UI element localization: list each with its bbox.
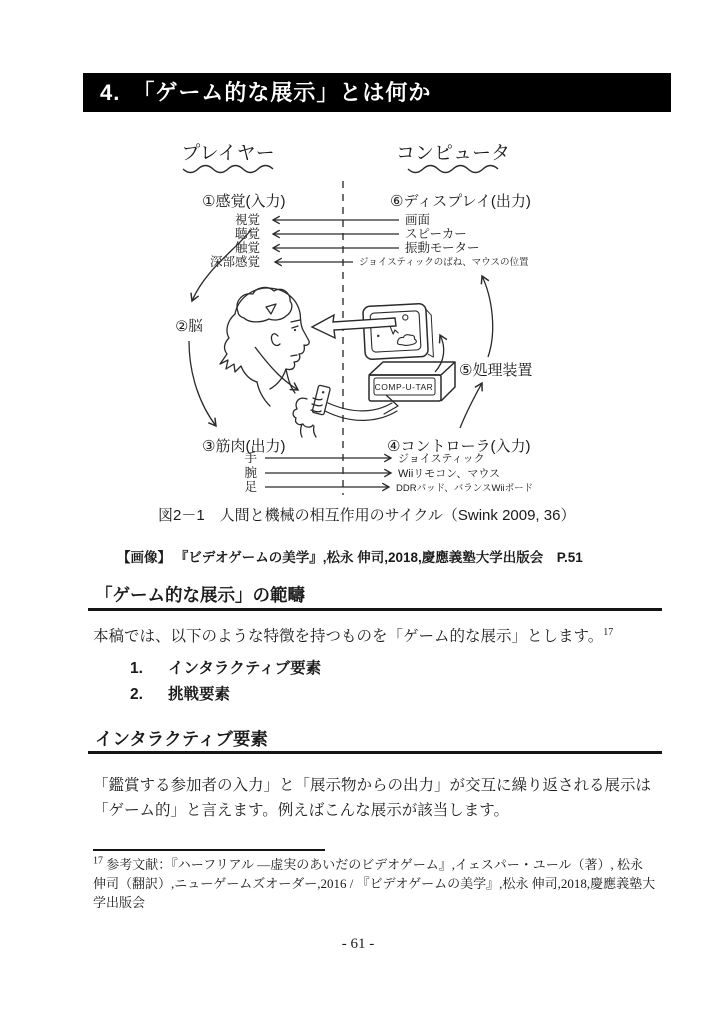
output-label: 振動モーター [405,241,480,255]
brain-drawing [237,287,292,321]
wavy-underline [408,166,498,173]
footnote-number: 17 [93,855,103,867]
wavy-underline [183,166,273,173]
sense-label: 深部感覚 [209,255,260,269]
sense-rows [210,213,529,269]
footnote-line: $^{17}$ 参考文献：『ハーフリアル ―虚実のあいだのビデオゲーム』,イェスパー・ユール（著）, 松永 [93,855,643,872]
processor-label: ⑤処理装置 [459,362,533,379]
list-item-number: 2. [130,686,143,703]
figure-caption: 図2－1 人間と機械の相互作用のサイクル（Swink 2009, 36） [158,507,576,524]
computer-column-label: コンピュータ [395,143,511,164]
muscle-label: 腕 [244,466,257,480]
monitor-drawing [363,303,434,360]
body-paragraph-line: 「鑑賞する参加者の入力」と「展示物からの出力」が交互に繰り返される展示は [93,777,652,794]
processor-to-display-arrow [482,276,493,357]
computer-box-drawing [369,362,455,401]
sense-label: 触覚 [234,241,260,255]
output-label: スピーカー [405,227,467,241]
heading-rule [88,608,662,611]
footnote-ref-marker: 17 [603,626,614,638]
figure-credit: 【画像】 『ビデオゲームの美学』,松永 伸司,2018,慶應義塾大学出版会 P.51 [117,550,583,565]
footnote-line: 伸司（翻訳）,ニューゲームズオーダー,2016 / 『ビデオゲームの美学』,松永 伸司,2018,慶應義塾大 [93,876,656,891]
hand-to-controller-arrow [325,395,398,420]
sense-label: 視覚 [234,213,260,227]
section-heading-scope: 「ゲーム的な展示」の範疇 [95,585,305,605]
input-label: Wiiリモコン、マウス [398,468,501,480]
intro-paragraph [93,624,613,646]
controller-title: ④コントローラ(入力) [387,438,531,455]
player-column-label: プレイヤー [181,143,275,164]
input-label: DDRパッド、バランスWiiボード [396,483,534,494]
output-label: ジョイスティックのばね、マウスの位置 [359,257,529,268]
footnote-line: 学出版会 [93,895,146,910]
list-item-label: インタラクティブ要素 [168,660,322,677]
footnote [93,855,671,912]
sense-label: 聴覚 [234,227,260,241]
muscle-label: 足 [244,480,257,494]
heading-rule [88,751,662,754]
muscle-rows [244,451,533,494]
list-item [130,682,230,704]
display-title: ⑥ディスプレイ(出力) [390,193,531,210]
muscle-label: 手 [244,451,257,465]
list-item-label: 挑戦要素 [168,686,231,703]
controller-to-processor-arrow [460,383,482,428]
page-number: - 61 - [341,936,375,952]
cycle-arc [189,341,216,426]
device-label: COMP-U-TAR [374,382,434,392]
list-item-number: 1. [130,660,143,677]
intro-text: 本稿では、以下のような特徴を持つものを「ゲーム的な展示」とします。 [93,628,604,645]
box-to-monitor-arrow [435,335,444,372]
body-paragraph-line: 「ゲーム的」と言えます。例えばこんな展示が該当します。 [93,802,510,819]
screen-to-eyes-arrow [312,315,396,338]
brain-label: ②脳 [175,319,203,335]
section-heading-interactive: インタラクティブ要素 [95,729,268,749]
chapter-heading [83,73,671,112]
interaction-cycle-figure [85,135,685,503]
muscle-title: ③筋肉(出力) [202,438,286,455]
sensation-title: ①感覚(入力) [202,193,286,210]
list-item [130,656,321,678]
input-label: ジョイスティック [398,453,485,465]
output-label: 画面 [405,213,431,227]
footnote-separator [93,849,325,851]
chapter-heading-label: 4. 「ゲーム的な展示」とは何か [100,80,432,105]
